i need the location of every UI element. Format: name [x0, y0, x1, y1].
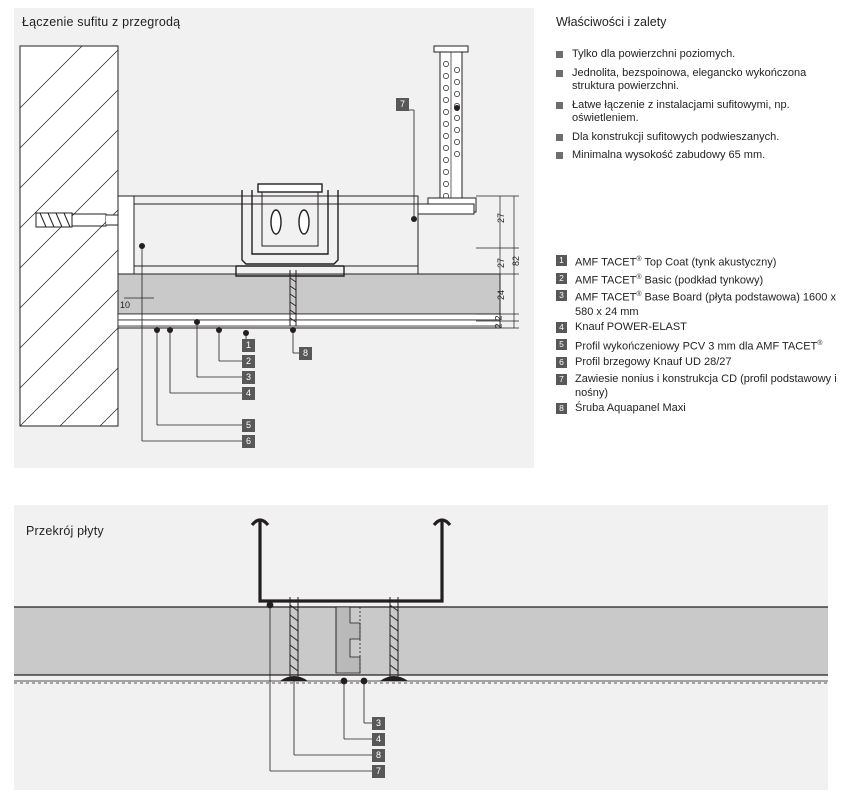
callout-tag-8: 8 [299, 347, 312, 360]
callout-tag-bottom-8: 8 [372, 749, 385, 762]
legend-item [556, 355, 841, 371]
legend-label: Śruba Aquapanel Maxi [575, 401, 686, 414]
dimension-2-a: 2 [493, 315, 504, 321]
callout-tag-2: 2 [242, 355, 255, 368]
legend-label: AMF TACET® Base Board (płyta podstawowa) 1600 x 580 x 24 mm [575, 291, 836, 318]
legend-item [556, 401, 841, 417]
legend-number: 3 [556, 290, 567, 301]
legend-number: 4 [556, 322, 567, 333]
feature-text: Jednolita, bezspoinowa, elegancko wykończona struktura powierzchni. [572, 66, 807, 92]
legend-list [556, 253, 841, 418]
feature-item [556, 48, 836, 62]
edge-profile-ud [118, 196, 418, 274]
feature-text: Dla konstrukcji sufitowych podwieszanych. [572, 130, 780, 143]
cd-profile-bottom [252, 520, 450, 601]
features-list [556, 48, 836, 168]
wall-hatch [20, 46, 118, 426]
legend-number: 7 [556, 374, 567, 385]
callout-tag-bottom-7: 7 [372, 765, 385, 778]
dimension-24: 24 [496, 289, 507, 301]
legend-label: Profil wykończeniowy PCV 3 mm dla AMF TACET® [575, 339, 823, 353]
bullet-square-icon [556, 102, 563, 109]
feature-item [556, 149, 836, 163]
callout-tag-6: 6 [242, 435, 255, 448]
callout-tag-5: 5 [242, 419, 255, 432]
bottom-detail-title: Przekrój płyty [26, 524, 104, 538]
legend-item [556, 253, 841, 270]
callout-tag-7: 7 [396, 98, 409, 111]
legend-number: 6 [556, 357, 567, 368]
callout-tag-4: 4 [242, 387, 255, 400]
bullet-square-icon [556, 70, 563, 77]
legend-item [556, 271, 841, 288]
bottom-detail-drawing [14, 505, 828, 790]
legend-item [556, 320, 841, 336]
ceiling-wall-junction-detail [14, 8, 534, 468]
legend-label: AMF TACET® Top Coat (tynk akustyczny) [575, 256, 777, 269]
feature-item [556, 67, 836, 94]
callout-tag-1: 1 [242, 339, 255, 352]
bullet-square-icon [556, 51, 563, 58]
dimension-27-upper: 27 [496, 212, 507, 224]
features-heading: Właściwości i zalety [556, 15, 667, 29]
bullet-square-icon [556, 152, 563, 159]
legend-number: 8 [556, 403, 567, 414]
legend-label: Knauf POWER-ELAST [575, 320, 687, 333]
callout-tag-bottom-4: 4 [372, 733, 385, 746]
dimension-82-total: 82 [511, 255, 522, 267]
callout-tag-bottom-3: 3 [372, 717, 385, 730]
legend-item [556, 337, 841, 354]
board-layers-bottom [14, 607, 828, 683]
legend-number: 2 [556, 273, 567, 284]
board-layers [118, 274, 500, 328]
feature-item [556, 131, 836, 145]
legend-label: AMF TACET® Basic (podkład tynkowy) [575, 273, 764, 287]
board-cross-section-detail [14, 505, 828, 790]
legend-item [556, 288, 841, 319]
top-detail-title: Łączenie sufitu z przegrodą [22, 15, 181, 29]
legend-label: Zawiesie nonius i konstrukcja CD (profil podstawowy i nośny) [575, 372, 837, 399]
feature-text: Łatwe łączenie z instalacjami sufitowymi, np. oświetleniem. [572, 98, 790, 124]
dimension-27-lower: 27 [496, 257, 507, 269]
legend-number: 1 [556, 255, 567, 266]
legend-item [556, 372, 841, 400]
callout-tag-3: 3 [242, 371, 255, 384]
nonius-hanger [418, 46, 476, 214]
feature-item [556, 99, 836, 126]
legend-label: Profil brzegowy Knauf UD 28/27 [575, 355, 732, 368]
top-detail-drawing [14, 8, 534, 468]
dimension-10: 10 [120, 300, 131, 310]
feature-text: Minimalna wysokość zabudowy 65 mm. [572, 149, 766, 161]
bullet-square-icon [556, 134, 563, 141]
feature-text: Tylko dla powierzchni poziomych. [572, 48, 736, 60]
dimension-2-b: 2 [493, 323, 504, 329]
legend-number: 5 [556, 339, 567, 350]
